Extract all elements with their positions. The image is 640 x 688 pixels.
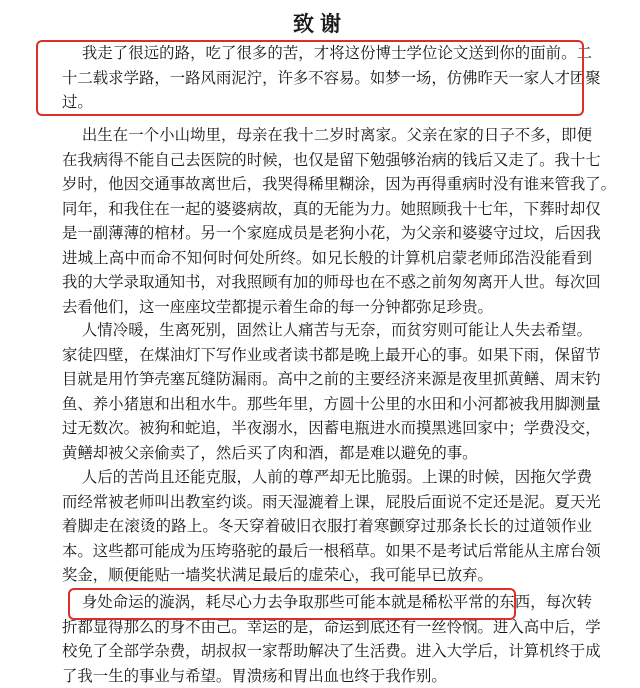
- text-line: 折都显得那么的身不由己。幸运的是，命运到底还有一丝怜悯。进入高中后，学: [62, 615, 592, 640]
- text-line: 我的大学录取通知书，对我照顾有加的师母也在不惑之前匆匆离开人世。每次回: [62, 270, 592, 295]
- text-line: 进城上高中而命不知何时何处所终。如兄长般的计算机启蒙老师邱浩没能看到: [62, 246, 592, 271]
- text-line: 着脚走在滚烫的路上。冬天穿着破旧衣服打着寒颤穿过那条长长的过道领作业: [62, 514, 592, 539]
- text-line: 本。这些都可能成为压垮骆驼的最后一根稻草。如果不是考试后常能从主席台领: [62, 539, 592, 564]
- text-line: 身处命运的漩涡，耗尽心力去争取那些可能本就是稀松平常的东西，每次转: [62, 590, 592, 615]
- paragraph-2: [62, 123, 592, 319]
- paragraph-3: [62, 318, 592, 465]
- text-line: 在我病得不能自己去医院的时候，也仅是留下勉强够治病的钱后又走了。我十七: [62, 148, 592, 173]
- text-line: 过无数次。被狗和蛇追，半夜溺水，因蓄电瓶进水而摸黑逃回家中；学费没交，: [62, 416, 592, 441]
- text-line: 我走了很远的路，吃了很多的苦，才将这份博士学位论文送到你的面前。二: [62, 41, 592, 66]
- text-line: 黄鳝却被父亲偷卖了，然后买了肉和酒，都是难以避免的事。: [62, 441, 592, 466]
- text-line: 去看他们，这一座座坟茔都提示着生命的每一分钟都弥足珍贵。: [62, 295, 592, 320]
- text-line: 奖金，顺便能贴一墙奖状满足最后的虚荣心，我可能早已放弃。: [62, 563, 592, 588]
- text-line: 人后的苦尚且还能克服，人前的尊严却无比脆弱。上课的时候，因拖欠学费: [62, 465, 592, 490]
- text-line: 而经常被老师叫出教室约谈。雨天湿漉着上课，屁股后面说不定还是泥。夏天光: [62, 490, 592, 515]
- text-line: 是一副薄薄的棺材。另一个家庭成员是老狗小花，为父亲和婆婆守过坟，后因我: [62, 221, 592, 246]
- text-line: 十二载求学路，一路风雨泥泞，许多不容易。如梦一场，仿佛昨天一家人才团聚: [62, 66, 592, 91]
- paragraph-1: [62, 41, 592, 115]
- text-line: 校免了全部学杂费，胡叔叔一家帮助解决了生活费。进入大学后，计算机终于成: [62, 639, 592, 664]
- paragraph-4: [62, 465, 592, 588]
- text-line: 岁时，他因交通事故离世后，我哭得稀里糊涂，因为再得重病时没有谁来管我了。: [62, 172, 592, 197]
- text-line: 了我一生的事业与希望。胃溃疡和胃出血也终于我作别。: [62, 664, 592, 688]
- text-line: 鱼、养小猪崽和出租水牛。那些年里，方圆十公里的水田和小河都被我用脚测量: [62, 392, 592, 417]
- text-line: 家徒四壁，在煤油灯下写作业或者读书都是晚上最开心的事。如果下雨，保留节: [62, 343, 592, 368]
- text-line: 人情冷暖，生离死别，固然让人痛苦与无奈，而贫穷则可能让人失去希望。: [62, 318, 592, 343]
- text-line: 同年，和我住在一起的婆婆病故，真的无能为力。她照顾我十七年，下葬时却仅: [62, 197, 592, 222]
- page-title: 致谢: [0, 8, 640, 38]
- text-line: 目就是用竹笋壳塞瓦缝防漏雨。高中之前的主要经济来源是夜里抓黄鳝、周末钓: [62, 367, 592, 392]
- paragraph-5: [62, 590, 592, 688]
- text-line: 出生在一个小山坳里，母亲在我十二岁时离家。父亲在家的日子不多，即便: [62, 123, 592, 148]
- text-line: 过。: [62, 90, 592, 115]
